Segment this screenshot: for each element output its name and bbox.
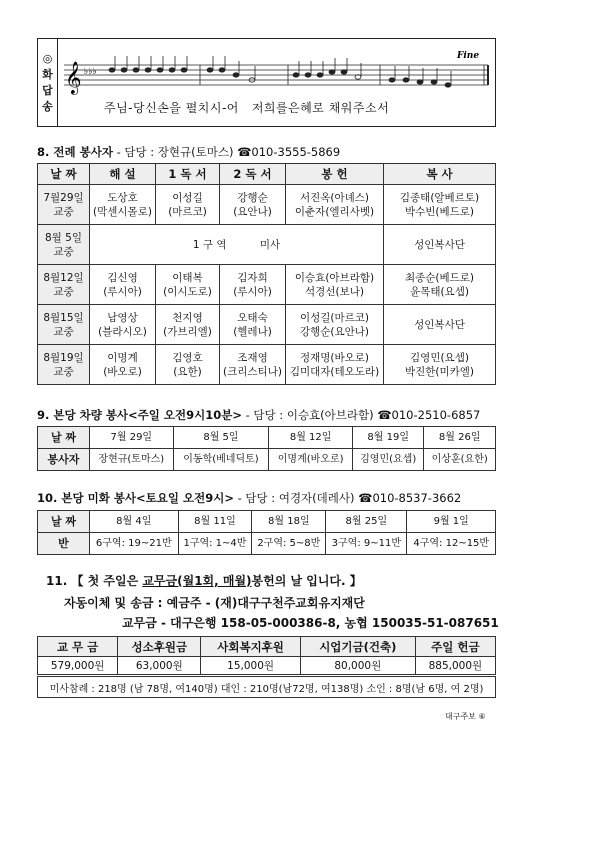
row-date-line: 교중 — [53, 325, 74, 338]
row-commentary-line: (바오로) — [103, 365, 142, 378]
row-date-line: 교중 — [53, 285, 74, 298]
row-altar-servers-line: 박수빈(베드로) — [404, 205, 475, 218]
row-reading2-line: (크리스티나) — [223, 365, 282, 378]
row-commentary — [90, 265, 156, 305]
row-date-line: 8월15일 — [43, 311, 84, 324]
offering-header: 교 무 금 — [38, 637, 118, 657]
vehicle-date: 8월 5일 — [173, 427, 269, 449]
row-offering-line: 서진옥(아녜스) — [299, 191, 370, 204]
hymn-side-char: 송 — [42, 99, 53, 113]
offering-value: 63,000원 — [118, 657, 201, 675]
row-commentary-line: 도상호 — [107, 191, 138, 204]
table-row — [38, 305, 496, 345]
row-date-line: 7월29일 — [43, 191, 84, 204]
row-offering-line: 정재명(바오로) — [299, 351, 370, 364]
offering-header: 성소후원금 — [118, 637, 201, 657]
table-row — [38, 345, 496, 385]
mass-attendance: 미사참례 : 218명 (남 78명, 여140명) 대인 : 210명(남72명, 여138명) 소인 : 8명(남 6명, 여 2명) — [37, 676, 496, 698]
vehicle-server: 이상훈(요한) — [424, 449, 496, 471]
row-reading2-line: 조재영 — [237, 351, 268, 364]
row-date-line: 교중 — [53, 245, 74, 258]
row-commentary — [90, 305, 156, 345]
row-span-note: 1 구 역 미사 — [90, 225, 384, 265]
offering-value: 579,000원 — [38, 657, 118, 675]
vehicle-server: 이명계(바오로) — [269, 449, 353, 471]
section-8-contact: - 담당 : 장현규(토마스) ☎010-3555-5869 — [112, 145, 341, 159]
offering-value: 80,000원 — [300, 657, 415, 675]
section-8-heading: 8. 전례 봉사자 — [37, 145, 113, 159]
row-commentary — [90, 345, 156, 385]
section-10-title — [37, 490, 461, 506]
section-11-title-post: 봉헌의 날 입니다. 】 — [251, 574, 362, 588]
row-reading1 — [156, 305, 220, 345]
cleaning-date: 9월 1일 — [407, 511, 496, 533]
row-reading1-line: (요한) — [173, 365, 202, 378]
row-reading2 — [220, 185, 286, 225]
music-notes — [109, 56, 451, 87]
row-reading1-line: 천지영 — [172, 311, 203, 324]
row-date — [38, 225, 90, 265]
row-reading1-line: 이성길 — [172, 191, 203, 204]
table-row — [38, 225, 496, 265]
hymn-box — [37, 38, 496, 127]
cleaning-date: 8월 11일 — [178, 511, 252, 533]
row-date — [38, 345, 90, 385]
offering-table — [37, 636, 496, 675]
row-offering-line: 강행순(요안나) — [299, 325, 370, 338]
section-8-title — [37, 144, 340, 160]
row-date-line: 8월12일 — [43, 271, 84, 284]
row-reading1 — [156, 345, 220, 385]
liturgy-servers-table — [37, 163, 496, 385]
vehicle-server: 장현규(토마스) — [90, 449, 174, 471]
row-head-date: 날 짜 — [38, 427, 90, 449]
hymn-lyrics: 주님-당신손을 펼치시-어 저희를은혜로 채워주소서 — [104, 101, 390, 115]
row-reading1-line: (마르코) — [168, 205, 207, 218]
row-offering-line: 이성길(마르코) — [299, 311, 370, 324]
row-date-line: 8월19일 — [43, 351, 84, 364]
cleaning-date: 8월 18일 — [252, 511, 326, 533]
row-altar-servers-line: 윤목태(요셉) — [410, 285, 469, 298]
row-commentary-line: (막센시몰로) — [93, 205, 152, 218]
table-row — [38, 265, 496, 305]
row-altar-servers-line: 성인복사단 — [414, 318, 465, 331]
row-commentary — [90, 185, 156, 225]
hymn-side-char: ◎ — [42, 51, 53, 65]
row-reading1-line: 이태복 — [172, 271, 203, 284]
row-reading1-line: (이시도로) — [163, 285, 212, 298]
row-altar-servers — [384, 305, 496, 345]
row-altar-servers-line: 최종순(베드로) — [404, 271, 475, 284]
table-row — [38, 185, 496, 225]
vehicle-service-table — [37, 426, 496, 471]
cleaning-team: 6구역: 19~21반 — [90, 533, 179, 555]
header-reading2: 2 독 서 — [220, 164, 286, 185]
row-offering-line: 김미대자(테오도라) — [289, 365, 380, 378]
row-reading2-line: 오태숙 — [237, 311, 268, 324]
row-date-line: 교중 — [53, 205, 74, 218]
row-date — [38, 305, 90, 345]
row-date-line: 교중 — [53, 365, 74, 378]
offering-header: 사회복지후원 — [201, 637, 300, 657]
music-staff — [60, 43, 490, 97]
cleaning-team: 1구역: 1~4반 — [178, 533, 252, 555]
row-reading2-line: (요안나) — [233, 205, 272, 218]
row-reading2-line: (루시아) — [233, 285, 272, 298]
bank-accounts: 교무금 - 대구은행 158-05-000386-8, 농협 150035-51-087651 — [122, 616, 499, 630]
cleaning-date: 8월 4일 — [90, 511, 179, 533]
hymn-side-label — [38, 39, 58, 126]
vehicle-date: 8월 26일 — [424, 427, 496, 449]
row-commentary-line: 이명계 — [107, 351, 138, 364]
offering-value: 15,000원 — [201, 657, 300, 675]
cleaning-team: 2구역: 5~8반 — [252, 533, 326, 555]
vehicle-server: 이동학(베네딕토) — [173, 449, 269, 471]
header-commentary: 해 설 — [90, 164, 156, 185]
section-11-title-pre: 11. 【 첫 주일은 — [46, 574, 143, 588]
page-footer: 대구주보 ⑥ — [445, 712, 486, 721]
row-reading2 — [220, 345, 286, 385]
fine-mark: Fine — [457, 51, 480, 61]
section-9-heading: 9. 본당 차량 봉사<주일 오전9시10분> — [37, 408, 242, 422]
offering-value: 885,000원 — [415, 657, 495, 675]
row-offering — [286, 305, 384, 345]
row-reading1 — [156, 265, 220, 305]
row-altar-servers — [384, 185, 496, 225]
offering-header: 시업기금(건축) — [300, 637, 415, 657]
row-offering-line: 이춘자(엘리사벳) — [294, 205, 375, 218]
cleaning-service-table — [37, 510, 496, 555]
row-reading2-line: (헬레나) — [233, 325, 272, 338]
row-date-line: 8월 5일 — [45, 231, 82, 244]
flat-sign-icon: ♭♭♭ — [84, 67, 97, 77]
row-commentary-line: (루시아) — [103, 285, 142, 298]
row-reading2 — [220, 265, 286, 305]
row-altar-servers-line: 김종태(알베르토) — [399, 191, 480, 204]
cleaning-team: 3구역: 9~11반 — [326, 533, 407, 555]
row-reading2-line: 김자희 — [237, 271, 268, 284]
row-commentary-line: 김신영 — [107, 271, 138, 284]
row-date — [38, 185, 90, 225]
section-10-contact: - 담당 : 여경자(데레사) ☎010-8537-3662 — [233, 491, 462, 505]
header-reading1: 1 독 서 — [156, 164, 220, 185]
row-head-servers: 봉사자 — [38, 449, 90, 471]
header-altar-servers: 복 사 — [384, 164, 496, 185]
treble-clef-icon: 𝄞 — [65, 61, 82, 94]
row-offering — [286, 185, 384, 225]
transfer-info: 자동이체 및 송금 : 예금주 - (재)대구구천주교회유지재단 — [64, 596, 365, 610]
row-reading1-line: 김영호 — [172, 351, 203, 364]
row-altar-servers — [384, 265, 496, 305]
hymn-side-char: 답 — [42, 83, 53, 97]
header-date: 날 짜 — [38, 164, 90, 185]
cleaning-date: 8월 25일 — [326, 511, 407, 533]
row-offering — [286, 265, 384, 305]
row-offering — [286, 345, 384, 385]
row-altar-servers-line: 김영민(요셉) — [410, 351, 469, 364]
section-10-heading: 10. 본당 미화 봉사<토요일 오전9시> — [37, 491, 234, 505]
cleaning-team: 4구역: 12~15반 — [407, 533, 496, 555]
section-9-contact: - 담당 : 이승효(아브라함) ☎010-2510-6857 — [241, 408, 481, 422]
offering-header: 주일 헌금 — [415, 637, 495, 657]
row-reading1 — [156, 185, 220, 225]
vehicle-date: 8월 19일 — [352, 427, 424, 449]
section-9-title — [37, 407, 480, 423]
row-commentary-line: 남영상 — [107, 311, 138, 324]
row-head-date: 날 짜 — [38, 511, 90, 533]
vehicle-server: 김영민(요셉) — [352, 449, 424, 471]
row-reading2 — [220, 305, 286, 345]
vehicle-date: 7월 29일 — [90, 427, 174, 449]
row-altar-servers-line: 박진한(미카엘) — [404, 365, 475, 378]
row-head-team: 반 — [38, 533, 90, 555]
row-reading2-line: 강행순 — [237, 191, 268, 204]
vehicle-date: 8월 12일 — [269, 427, 353, 449]
row-commentary-line: (블라시오) — [98, 325, 147, 338]
row-reading1-line: (가브리엘) — [163, 325, 212, 338]
header-offering: 봉 헌 — [286, 164, 384, 185]
row-offering-line: 석경선(보나) — [305, 285, 364, 298]
hymn-side-char: 화 — [42, 67, 53, 81]
row-altar-servers: 성인복사단 — [384, 225, 496, 265]
row-altar-servers — [384, 345, 496, 385]
row-offering-line: 이승효(아브라함) — [294, 271, 375, 284]
section-11-title-underlined: 교무금(월1회, 매월) — [142, 574, 252, 588]
row-date — [38, 265, 90, 305]
section-11-title — [46, 572, 362, 589]
